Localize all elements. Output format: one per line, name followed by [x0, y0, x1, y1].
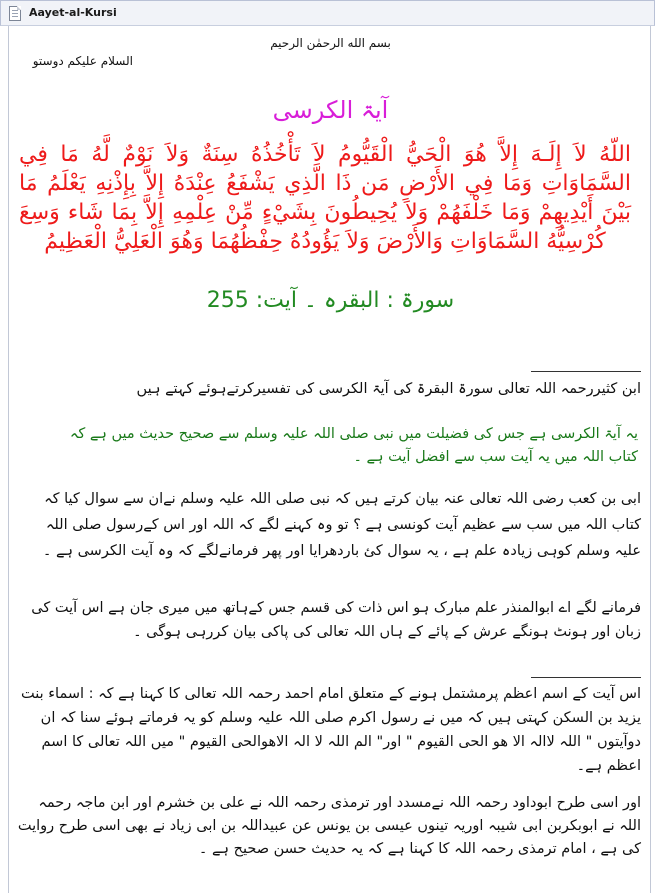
- surah-reference: سورۃ : البقرہ ۔ آیت: 255: [206, 288, 455, 313]
- paragraph-highlight: یہ آیۃ الکرسی ہے جس کی فضیلت میں نبی صلی اللہ علیہ وسلم سے صحیح حدیث میں ہے کہ کتاب اللہ میں یہ آیت سب سے افضل آیت ہے ۔: [69, 426, 638, 465]
- ayat-al-kursi-verse: اللّهُ لاَ إِلَـهَ إِلاَّ هُوَ الْحَيُّ الْقَيُّومُ لاَ تَأْخُذُهُ سِنَةٌ وَلاَ نَوْمٌ لَّهُ مَا فِي السَّمَاوَاتِ وَمَا فِي الأَرْضِ مَن ذَا الَّذِي يَشْفَعُ عِنْدَهُ إِلاَّ بِإِذْنِهِ يَعْلَمُ مَا بَيْنَ أَيْدِيهِمْ وَمَا خَلْفَهُمْ وَلاَ يُحِيطُونَ بِشَيْءٍ مِّنْ عِلْمِهِ إِلاَّ بِمَا شَاء وَسِعَ كُرْسِيُّهُ السَّمَاوَاتِ وَالأَرْضَ وَلاَ يَؤُودُهُ حِفْظُهُمَا وَهُوَ الْعَلِيُّ الْعَظِيمُ: [19, 142, 631, 254]
- page-heading: آیۃ الکرسی: [272, 96, 389, 124]
- paragraph-ubay-bin-kaab: ابی بن کعب رضی اللہ تعالی عنہ بیان کرتے ہیں کہ نبی صلی اللہ علیہ وسلم نےان سے سوال کیا کہ کتاب اللہ میں سب سے عظیم آیت کونسی ہے ؟ تو وہ کہنے لگے کہ اللہ اور اس کےرسول صلی اللہ علیہ وسلم کوہی زیادہ علم ہے ، یہ سوال کئ بارد‌ھرایا اور پھر فرمانےلگے کہ وہ آیت الکرسی ہے ۔: [42, 491, 641, 559]
- window-titlebar: [0, 0, 655, 26]
- paragraph-intro: ابن کثیررحمہ اللہ تعالی سورۃ البقرۃ کی آیۃ الکرسی کی تفسیرکرتےہوئے کہتے ہیں: [136, 381, 641, 397]
- paragraph-ism-azam: اس آیت کے اسم اعظم پرمشتمل ہونے کے متعلق امام احمد رحمہ اللہ تعالی کا کہنا ہے کہ : اسماء بنت یزید بن السکن کہتی ہیں کہ میں نے رسول اکرم صلی اللہ علیہ وسلم کو یہ فرماتے ہوئے سنا کہ ان دوآیتوں " اللہ لاالہ الا ھو الحی القیوم " اور" الم اللہ لا الہ الاھوالحی القیوم " میں اللہ تعالی کا اسم اعظم ہے۔: [20, 686, 641, 774]
- paragraph-narrations: اور اسی طرح ابوداود رحمہ اللہ نےمسدد اور ترمذی رحمہ اللہ نے علی بن خشرم اور ابن ماجہ رحمہ اللہ نے ابوبکربن ابی شیبہ اوریہ تینوں عیسی بن یونس عن عبیداللہ بن ابی زیاد نے بھی اسی طرح روایت کی ہے ، امام ترمذی رحمہ اللہ کا کہنا ہے کہ یہ حدیث حسن صحیح ہے ۔: [17, 795, 641, 857]
- separator-line: [531, 677, 641, 678]
- separator-line: [531, 371, 641, 372]
- paragraph-abul-mundhir: فرمانے لگے اے ابوالمنذر علم مبارک ہو اس ذات کی قسم جس کےہاتھ میں میری جان ہے اس آیت کی زبان اور ہونٹ ہونگے عرش کے پائے کے ہاں اللہ تعالی کی پاکی بیان کررہی ہوگی ۔: [31, 600, 641, 640]
- window-title: Aayet-al-Kursi: [29, 6, 117, 19]
- bismillah-line: بسم الله الرحمٰن الرحيم: [270, 36, 391, 50]
- document-icon: [9, 6, 21, 21]
- document-body[interactable]: [8, 26, 651, 893]
- greeting-line: السلام علیکم دوستو: [32, 54, 133, 68]
